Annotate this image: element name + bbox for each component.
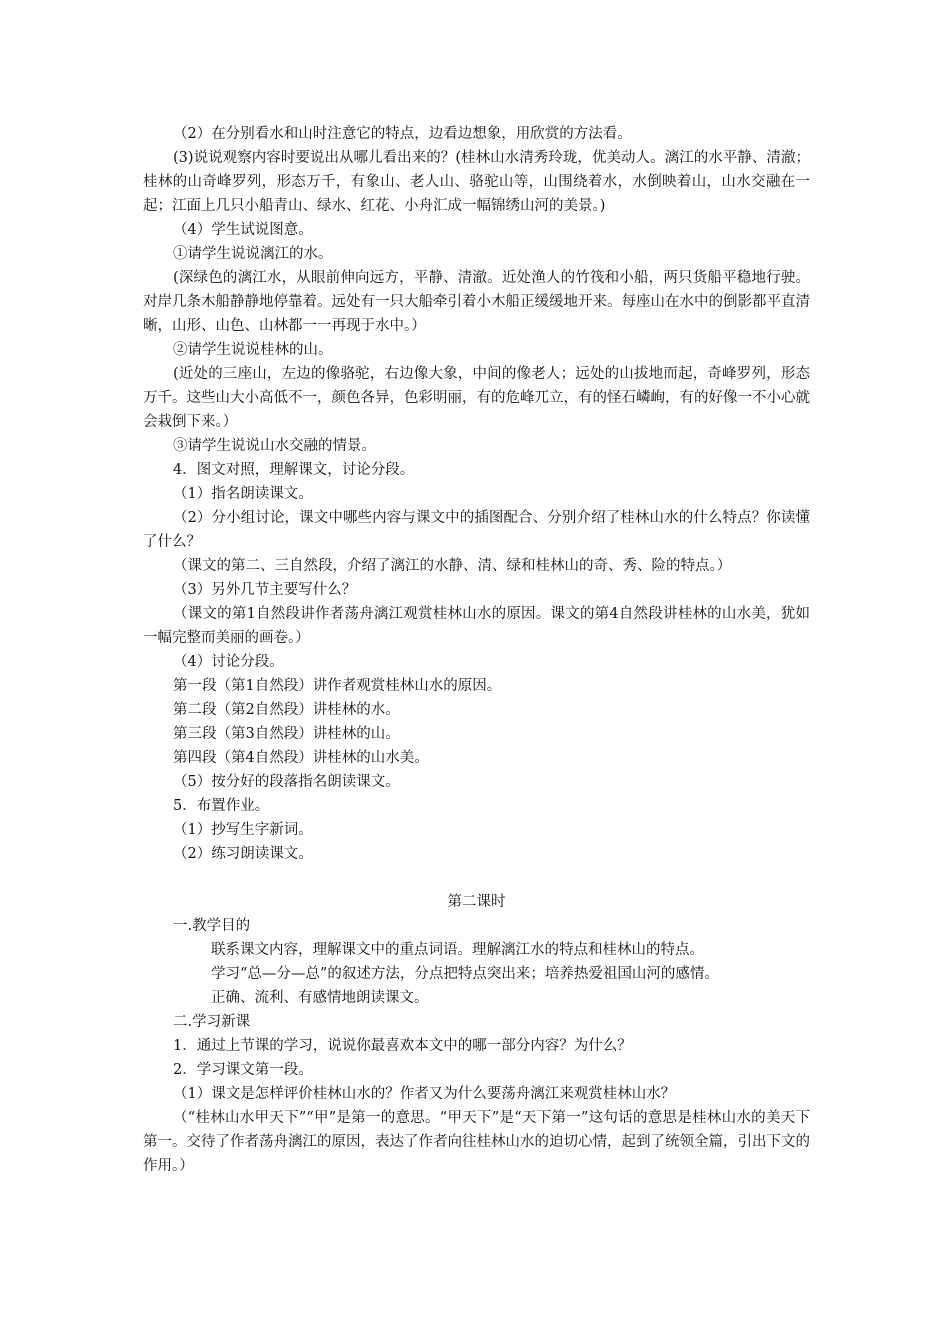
lesson-item: （“桂林山水甲天下”“甲”是第一的意思。“甲天下”是“天下第一”这句话的意思是桂林山水的美天下第一。交待了作者荡舟漓江的原因，表达了作者向往桂林山水的迫切心情，起到了统领全篇，引出下文的作用。） <box>143 1110 810 1174</box>
paragraph: （3）另外几节主要写什么？ <box>173 582 357 598</box>
paragraph: 第一段（第1自然段）讲作者观赏桂林山水的原因。 <box>173 678 502 694</box>
paragraph: 第三段（第3自然段）讲桂林的山。 <box>173 726 400 742</box>
paragraph: （2）在分别看水和山时注意它的特点，边看边想象，用欣赏的方法看。 <box>173 126 632 142</box>
paragraph: （4）学生试说图意。 <box>173 222 313 238</box>
paragraph: 第二段（第2自然段）讲桂林的水。 <box>173 702 400 718</box>
paragraph: 5．布置作业。 <box>173 798 270 814</box>
goal-item: 联系课文内容，理解课文中的重点词语。理解漓江水的特点和桂林山的特点。 <box>211 942 704 958</box>
paragraph: （课文的第二、三自然段，介绍了漓江的水静、清、绿和桂林山的奇、秀、险的特点。） <box>173 558 732 574</box>
paragraph: (3)说说观察内容时要说出从哪儿看出来的？(桂林山水清秀玲珑，优美动人。漓江的水平静、清澈；桂林的山奇峰罗列，形态万千，有象山、老人山、骆驼山等，山围绕着水，水倒映着山，山水交融在一起；江面上几只小船青山、绿水、红花、小舟汇成一幅锦绣山河的美景。) <box>143 150 810 214</box>
goal-item: 学习“总—分—总”的叙述方法，分点把特点突出来；培养热爱祖国山河的感情。 <box>211 966 719 982</box>
paragraph: （2）练习朗读课文。 <box>173 846 313 862</box>
lesson-item: 2．学习课文第一段。 <box>173 1062 313 1078</box>
paragraph: （课文的第1自然段讲作者荡舟漓江观赏桂林山水的原因。课文的第4自然段讲桂林的山水美，犹如一幅完整而美丽的画卷。） <box>143 606 810 646</box>
paragraph: ③请学生说说山水交融的情景。 <box>173 438 376 454</box>
paragraph: (深绿色的漓江水，从眼前伸向远方，平静、清澈。近处渔人的竹筏和小船，两只货船平稳地行驶。对岸几条木船静静地停靠着。远处有一只大船牵引着小木船正缓缓地开来。每座山在水中的倒影都平直清晰，山形、山色、山林都一一再现于水中。） <box>143 270 810 334</box>
paragraph: 4．图文对照，理解课文，讨论分段。 <box>173 462 415 478</box>
section-heading: 一.教学目的 <box>173 918 251 934</box>
paragraph: 第四段（第4自然段）讲桂林的山水美。 <box>173 750 429 766</box>
paragraph: ①请学生说说漓江的水。 <box>173 246 333 262</box>
goal-item: 正确、流利、有感情地朗读课文。 <box>211 990 429 1006</box>
paragraph: （5）按分好的段落指名朗读课文。 <box>173 774 400 790</box>
document-page <box>143 122 810 1178</box>
section-heading: 二.学习新课 <box>173 1014 251 1030</box>
paragraph: （2）分小组讨论，课文中哪些内容与课文中的插图配合、分别介绍了桂林山水的什么特点？你读懂了什么？ <box>143 510 810 550</box>
paragraph: （1）指名朗读课文。 <box>173 486 313 502</box>
lesson-item: 1．通过上节课的学习，说说你最喜欢本文中的哪一部分内容？为什么？ <box>173 1038 632 1054</box>
paragraph: ②请学生说说桂林的山。 <box>173 342 333 358</box>
paragraph: （4）讨论分段。 <box>173 654 284 670</box>
paragraph: （1）抄写生字新词。 <box>173 822 313 838</box>
paragraph: (近处的三座山，左边的像骆驼，右边像大象，中间的像老人；远处的山拔地而起，奇峰罗列，形态万千。这些山大小高低不一，颜色各异，色彩明丽，有的危峰兀立，有的怪石嶙峋，有的好像一不小心就会栽倒下来。） <box>143 366 810 430</box>
lesson-item: （1）课文是怎样评价桂林山水的？作者又为什么要荡舟漓江来观赏桂林山水？ <box>173 1086 676 1102</box>
section-title: 第二课时 <box>447 894 506 910</box>
